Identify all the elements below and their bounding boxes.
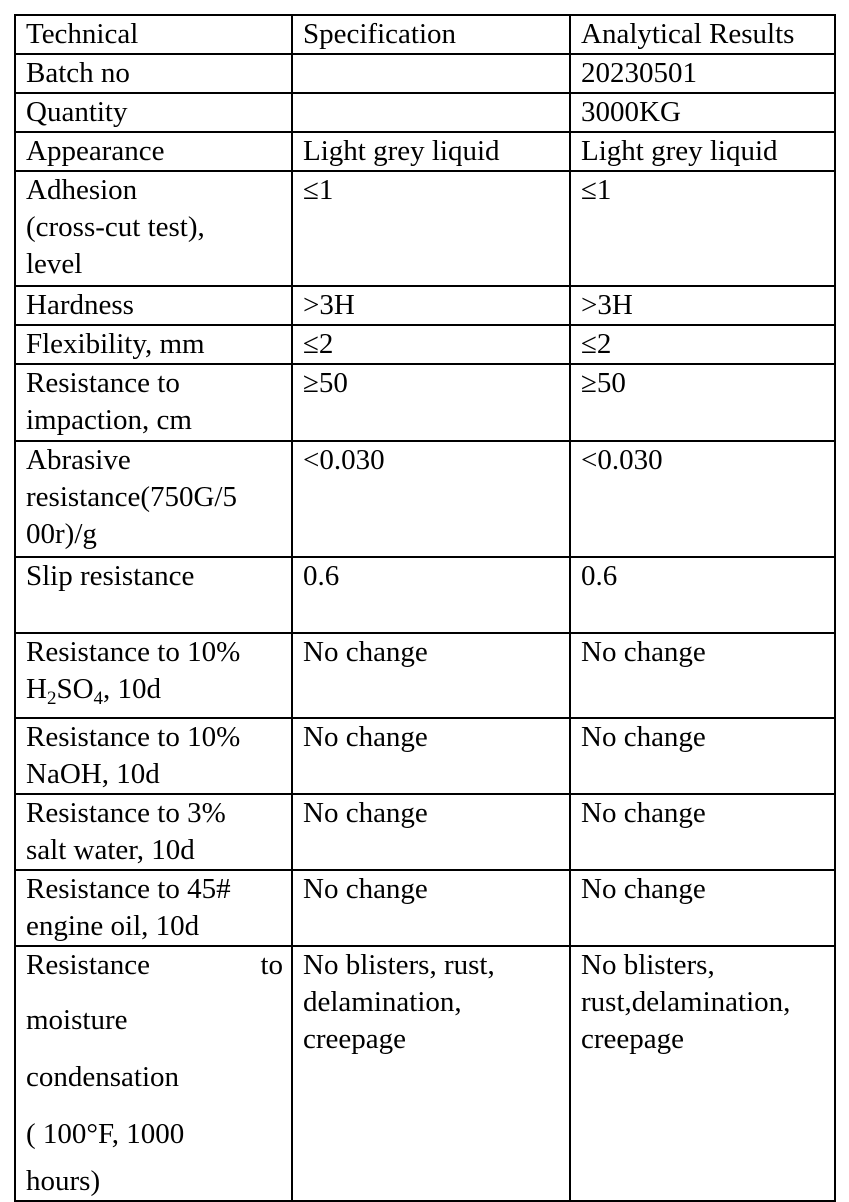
row-item-word: to (260, 949, 283, 981)
formula-text: H (26, 673, 47, 705)
row-result: No blisters, rust,delamination, creepage (570, 946, 835, 1201)
table-row (15, 946, 835, 1201)
row-spec: No change (292, 718, 570, 794)
table-row (15, 364, 835, 441)
row-spec: No blisters, rust, delamination, creepage (292, 946, 570, 1201)
row-result: 20230501 (570, 54, 835, 93)
row-spec: ≤1 (292, 171, 570, 286)
row-result: <0.030 (570, 441, 835, 557)
row-item-line: Resistance to 10% (26, 636, 241, 668)
row-item: Flexibility, mm (15, 325, 292, 364)
row-spec: No change (292, 870, 570, 946)
row-item-line: condensation (26, 1061, 180, 1093)
row-result: No change (570, 870, 835, 946)
row-item: Resistance to 45# engine oil, 10d (15, 870, 292, 946)
row-result: No change (570, 794, 835, 870)
row-item (15, 946, 292, 1201)
row-result: No change (570, 718, 835, 794)
table-header-row (15, 15, 835, 54)
row-result: ≥50 (570, 364, 835, 441)
table-row (15, 132, 835, 171)
table-row (15, 718, 835, 794)
row-result: Light grey liquid (570, 132, 835, 171)
row-item-line: hours) (26, 1165, 101, 1197)
row-item: Adhesion (cross-cut test), level (15, 171, 292, 286)
formula-text: , 10d (103, 673, 162, 705)
formula-subscript: 4 (93, 688, 104, 709)
row-item: Appearance (15, 132, 292, 171)
table-row (15, 286, 835, 325)
table-row (15, 557, 835, 633)
row-result: 0.6 (570, 557, 835, 633)
table-row (15, 441, 835, 557)
row-result: 3000KG (570, 93, 835, 132)
formula-text: SO (56, 673, 94, 705)
header-specification: Specification (292, 15, 570, 54)
row-item (15, 633, 292, 718)
row-item-word: Resistance (26, 949, 151, 981)
row-spec: <0.030 (292, 441, 570, 557)
row-result: ≤1 (570, 171, 835, 286)
table-row (15, 54, 835, 93)
header-technical: Technical (15, 15, 292, 54)
row-spec: No change (292, 633, 570, 718)
row-spec (292, 93, 570, 132)
row-item: Resistance to impaction, cm (15, 364, 292, 441)
table-row (15, 93, 835, 132)
row-item-line: ( 100°F, 1000 (26, 1118, 185, 1150)
row-item: Abrasive resistance(750G/5 00r)/g (15, 441, 292, 557)
row-item: Batch no (15, 54, 292, 93)
header-analytical-results: Analytical Results (570, 15, 835, 54)
row-item-line (26, 947, 283, 984)
row-item: Resistance to 10% NaOH, 10d (15, 718, 292, 794)
row-spec: Light grey liquid (292, 132, 570, 171)
row-result: No change (570, 633, 835, 718)
row-spec: ≤2 (292, 325, 570, 364)
row-spec: >3H (292, 286, 570, 325)
row-item: Hardness (15, 286, 292, 325)
table-row (15, 325, 835, 364)
row-spec (292, 54, 570, 93)
row-item: Quantity (15, 93, 292, 132)
formula-subscript: 2 (46, 688, 57, 709)
row-spec: ≥50 (292, 364, 570, 441)
row-result: >3H (570, 286, 835, 325)
row-item: Slip resistance (15, 557, 292, 633)
specification-table (14, 14, 836, 1202)
table-row (15, 633, 835, 718)
row-item-line (26, 671, 283, 717)
row-item: Resistance to 3% salt water, 10d (15, 794, 292, 870)
row-result: ≤2 (570, 325, 835, 364)
row-item-line: moisture (26, 1004, 128, 1036)
table-row (15, 870, 835, 946)
table-row (15, 794, 835, 870)
row-spec: 0.6 (292, 557, 570, 633)
row-spec: No change (292, 794, 570, 870)
table-row (15, 171, 835, 286)
